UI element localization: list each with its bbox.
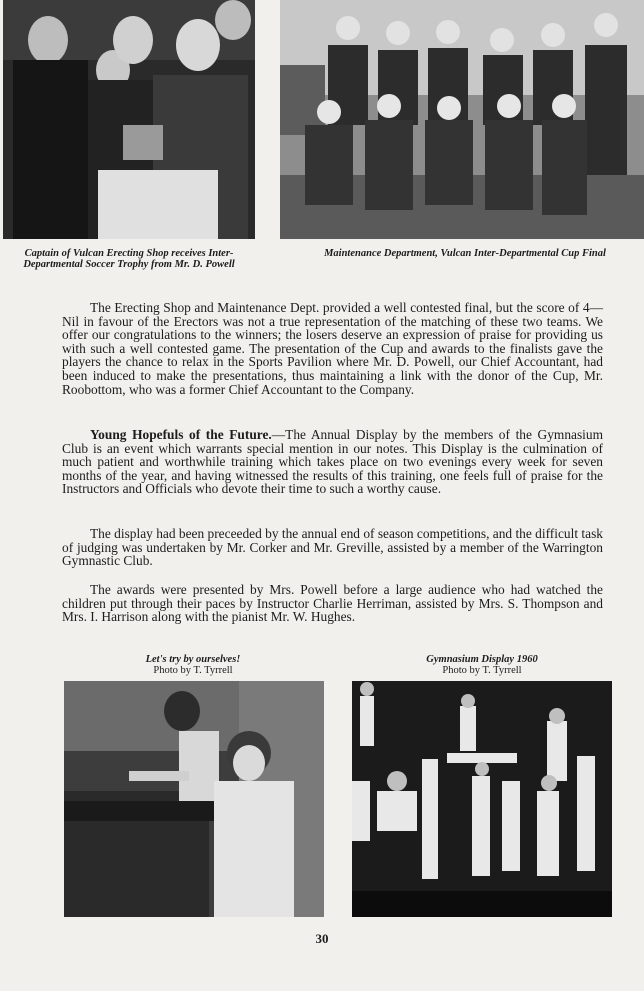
photo-gymnasium-display xyxy=(352,681,612,917)
caption-gym-display xyxy=(352,654,612,676)
paragraph-gymnasium-text: —The Annual Display by the members of the Gymnasium Club is an event which warrants special mention in our notes. This Display is the culmination of much patient and worthwhile training which takes place on two evenings every week for seven months of the year, and having witnessed the results of this training, one feels full of praise for the Instructors and Officials who devote their time to such a worthy cause. xyxy=(62,427,604,497)
page-number: 30 xyxy=(315,931,329,946)
article-awards xyxy=(62,583,603,624)
caption-gym-display-credit: Photo by T. Tyrrell xyxy=(442,665,522,676)
caption-team: Maintenance Department, Vulcan Inter-Departmental Cup Final xyxy=(324,248,606,259)
paragraph-competitions-text: The display had been preceeded by the annual end of season competitions, and the difficult task of judging was undertaken by Mr. Corker and Mr. Greville, assisted by a member of the Warrington Gymnastic Club. xyxy=(62,526,603,569)
article-gymnasium xyxy=(62,428,603,496)
caption-try-ourselves-credit: Photo by T. Tyrrell xyxy=(153,665,233,676)
photo-maintenance-team xyxy=(280,0,644,239)
paragraph-awards xyxy=(62,583,603,624)
paragraph-lead-young-hopefuls: Young Hopefuls of the Future. xyxy=(90,427,272,442)
paragraph-gymnasium xyxy=(62,428,603,496)
photo-trophy-presentation xyxy=(3,0,255,239)
paragraph-competitions xyxy=(62,527,603,568)
article-body xyxy=(62,301,603,396)
paragraph-final-text: The Erecting Shop and Maintenance Dept. provided a well contested final, but the score of 4—Nil in favour of the Erectors was not a true representation of the matching of these two teams. We offer our congratulations to the winners; the losers deserve an expression of praise for providing us with such a well contested game. The presentation of the Cup and awards to the finalists gave the players the chance to relax in the Sports Pavilion where Mr. D. Powell, our Chief Accountant, had been induced to make the presentations, thus maintaining a link with the donor of the Cup, Mr. Roobottom, who was a former Chief Accountant to the Company. xyxy=(62,300,603,397)
caption-trophy: Captain of Vulcan Erecting Shop receives Inter-Departmental Soccer Trophy from Mr. D. Powell xyxy=(23,248,235,270)
photo-children-vaulting xyxy=(64,681,324,917)
paragraph-awards-text: The awards were presented by Mrs. Powell before a large audience who had watched the children put through their paces by Instructor Charlie Herriman, assisted by Mrs. S. Thompson and Mrs. I. Harrison along with the pianist Mr. W. Hughes. xyxy=(62,582,603,625)
article-competitions xyxy=(62,527,603,568)
caption-try-ourselves xyxy=(62,654,324,676)
caption-gym-display-title: Gymnasium Display 1960 xyxy=(426,654,538,665)
paragraph-final xyxy=(62,301,603,396)
caption-try-ourselves-title: Let's try by ourselves! xyxy=(145,654,241,665)
